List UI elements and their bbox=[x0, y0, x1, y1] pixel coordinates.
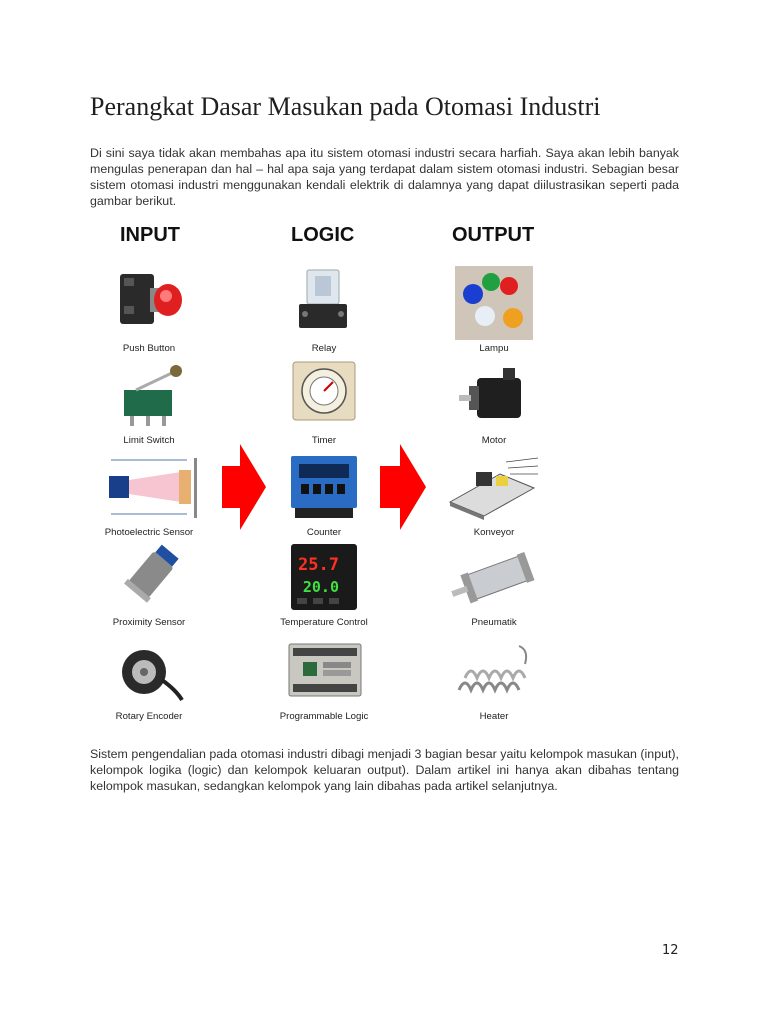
input-caption: Photoelectric Sensor bbox=[104, 527, 194, 538]
logic-caption: Temperature Control bbox=[280, 617, 368, 628]
input-caption: Rotary Encoder bbox=[115, 711, 183, 722]
temperature-readout-bottom: 20.0 bbox=[302, 578, 339, 596]
output-caption: Heater bbox=[479, 711, 509, 722]
logic-caption: Timer bbox=[311, 435, 337, 446]
timer-icon bbox=[281, 358, 367, 432]
output-caption: Pneumatik bbox=[471, 617, 517, 628]
heater-coil-icon bbox=[451, 634, 537, 708]
logic-item-temperature-control bbox=[254, 540, 394, 628]
logic-caption: Relay bbox=[311, 343, 337, 354]
output-caption: Konveyor bbox=[473, 527, 515, 538]
input-caption: Push Button bbox=[122, 343, 176, 354]
logic-item-programmable-logic bbox=[254, 634, 394, 722]
temperature-control-icon bbox=[281, 540, 367, 614]
plc-icon bbox=[281, 634, 367, 708]
push-button-icon bbox=[106, 266, 192, 340]
input-caption: Limit Switch bbox=[123, 435, 175, 446]
output-header: OUTPUT bbox=[452, 224, 535, 246]
output-item-pneumatik bbox=[424, 540, 564, 628]
output-item-motor bbox=[424, 358, 564, 446]
input-item-rotary-encoder bbox=[79, 634, 219, 722]
logic-header: LOGIC bbox=[291, 224, 355, 246]
output-item-heater bbox=[424, 634, 564, 722]
logic-item-relay bbox=[254, 266, 394, 354]
limit-switch-icon bbox=[106, 358, 192, 432]
logic-item-counter bbox=[254, 450, 394, 538]
conveyor-icon bbox=[451, 450, 537, 524]
input-caption: Proximity Sensor bbox=[112, 617, 186, 628]
output-caption: Lampu bbox=[479, 343, 509, 354]
input-header: INPUT bbox=[120, 224, 180, 246]
rotary-encoder-icon bbox=[106, 634, 192, 708]
pneumatic-cylinder-icon bbox=[451, 540, 537, 614]
intro-paragraph: Di sini saya tidak akan membahas apa itu sistem otomasi industri secara harfiah. Saya akan lebih banyak mengulas penerapan dan hal – hal apa saja yang terdapat dalam sistem otomasi industri. Sebagian besar sistem otomasi industri menggunakan kendali elektrik di dalamnya yang dapat diilustrasikan seperti pada gambar berikut. bbox=[90, 146, 679, 208]
photoelectric-sensor-icon bbox=[106, 450, 192, 524]
input-item-limit-switch bbox=[79, 358, 219, 446]
output-caption: Motor bbox=[481, 435, 507, 446]
input-item-proximity-sensor bbox=[79, 540, 219, 628]
lamp-icon bbox=[451, 266, 537, 340]
logic-caption: Counter bbox=[306, 527, 342, 538]
proximity-sensor-icon bbox=[106, 540, 192, 614]
input-item-photoelectric-sensor bbox=[79, 450, 219, 538]
page-title: Perangkat Dasar Masukan pada Otomasi Industri bbox=[90, 92, 601, 121]
counter-icon bbox=[281, 450, 367, 524]
output-item-lampu bbox=[424, 266, 564, 354]
logic-item-timer bbox=[254, 358, 394, 446]
motor-icon bbox=[451, 358, 537, 432]
relay-icon bbox=[281, 266, 367, 340]
closing-paragraph: Sistem pengendalian pada otomasi industri dibagi menjadi 3 bagian besar yaitu kelompok masukan (input), kelompok logika (logic) dan kelompok keluaran output). Dalam artikel ini hanya akan dibahas tentang kelompok masukan, sedangkan kelompok yang lain dibahas pada artikel selanjutnya. bbox=[90, 747, 679, 793]
temperature-readout-top: 25.7 bbox=[298, 555, 339, 575]
output-item-konveyor bbox=[424, 450, 564, 538]
automation-figure bbox=[92, 222, 572, 732]
input-item-push-button bbox=[79, 266, 219, 354]
page-number: 12 bbox=[662, 943, 679, 958]
logic-caption: Programmable Logic bbox=[279, 711, 369, 722]
